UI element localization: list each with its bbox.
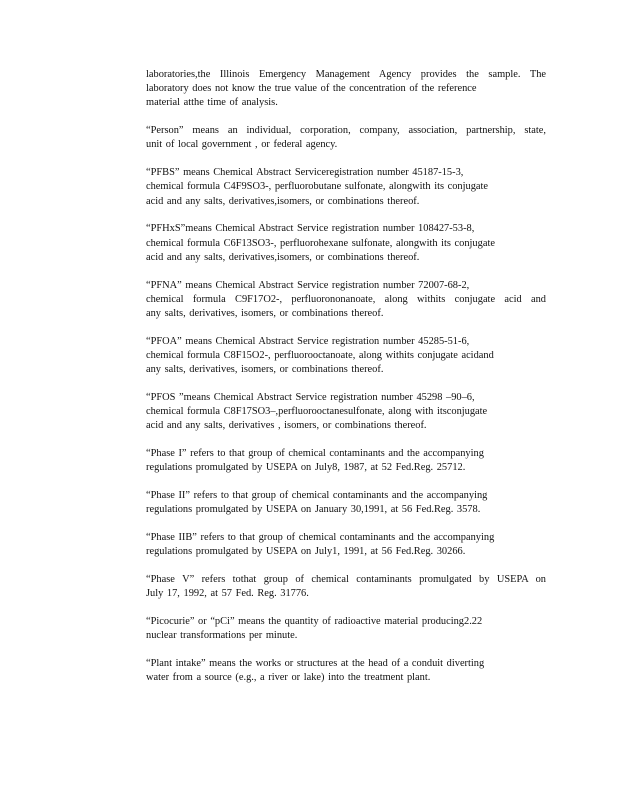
- text-line: laboratories,the Illinois Emergency Management Agency provides the sample. The: [146, 69, 546, 80]
- text-line: unit of local government , or federal agency.: [146, 139, 338, 151]
- text-line: “Picocurie” or “pCi” means the quantity of radioactive material producing2.22: [146, 616, 483, 628]
- text-line: material atthe time of analysis.: [146, 97, 278, 109]
- text-line: “PFOS ”means Chemical Abstract Service registration number 45298 –90–6,: [146, 392, 475, 404]
- text-line: “PFOA” means Chemical Abstract Service registration number 45285-51-6,: [146, 335, 470, 347]
- paragraph-intro: [146, 68, 546, 111]
- definition-pfna: [146, 279, 546, 322]
- text-line: chemical formula C8F15O2-, perfluorooctanoate, along withits conjugate acidand: [146, 350, 494, 362]
- text-line: chemical formula C9F17O2-, perfluorononanoate, along withits conjugate acid and: [146, 293, 546, 305]
- text-line: chemical formula C8F17SO3–,perfluorooctanesulfonate, along with itsconjugate: [146, 406, 488, 418]
- text-line: “Phase II” refers to that group of chemical contaminants and the accompanying: [146, 490, 488, 502]
- document-page: [146, 68, 546, 699]
- definition-phase-ii: [146, 489, 546, 517]
- text-line: “Phase IIB” refers to that group of chemical contaminants and the accompanying: [146, 532, 495, 544]
- text-line: acid and any salts, derivatives , isomers, or combinations thereof.: [146, 420, 427, 432]
- definition-pfbs: [146, 166, 546, 209]
- definition-phase-i: [146, 447, 546, 475]
- text-line: “Phase V” refers tothat group of chemical contaminants promulgated by USEPA on: [146, 574, 546, 586]
- text-line: water from a source (e.g., a river or lake) into the treatment plant.: [146, 672, 431, 684]
- definition-phase-v: [146, 573, 546, 601]
- text-line: “Phase I” refers to that group of chemical contaminants and the accompanying: [146, 448, 484, 460]
- text-line: “PFBS” means Chemical Abstract Serviceregistration number 45187-15-3,: [146, 167, 464, 179]
- text-line: acid and any salts, derivatives,isomers, or combinations thereof.: [146, 195, 420, 207]
- text-line: laboratory does not know the true value of the concentration of the reference: [146, 83, 477, 95]
- definition-pfhxs: [146, 222, 546, 265]
- text-line: nuclear transformations per minute.: [146, 630, 298, 642]
- text-line: regulations promulgated by USEPA on July1, 1991, at 56 Fed.Reg. 30266.: [146, 546, 466, 558]
- text-line: “PFHxS”means Chemical Abstract Service registration number 108427-53-8,: [146, 223, 475, 235]
- text-line: regulations promulgated by USEPA on January 30,1991, at 56 Fed.Reg. 3578.: [146, 504, 481, 516]
- text-line: any salts, derivatives, isomers, or combinations thereof.: [146, 364, 384, 376]
- definition-plant-intake: [146, 657, 546, 685]
- text-line: acid and any salts, derivatives,isomers, or combinations thereof.: [146, 251, 420, 263]
- text-line: “Person” means an individual, corporation, company, association, partnership, state,: [146, 125, 546, 137]
- definition-picocurie: [146, 615, 546, 643]
- definition-pfos: [146, 391, 546, 434]
- definition-person: [146, 124, 546, 152]
- definition-phase-iib: [146, 531, 546, 559]
- text-line: “PFNA” means Chemical Abstract Service registration number 72007-68-2,: [146, 279, 470, 291]
- definition-pfoa: [146, 335, 546, 378]
- text-line: any salts, derivatives, isomers, or combinations thereof.: [146, 308, 384, 320]
- text-line: “Plant intake” means the works or structures at the head of a conduit diverting: [146, 658, 485, 670]
- text-line: July 17, 1992, at 57 Fed. Reg. 31776.: [146, 588, 309, 600]
- text-line: regulations promulgated by USEPA on July8, 1987, at 52 Fed.Reg. 25712.: [146, 462, 466, 474]
- text-line: chemical formula C6F13SO3-, perfluorohexane sulfonate, alongwith its conjugate: [146, 237, 495, 249]
- text-line: chemical formula C4F9SO3-, perfluorobutane sulfonate, alongwith its conjugate: [146, 181, 489, 193]
